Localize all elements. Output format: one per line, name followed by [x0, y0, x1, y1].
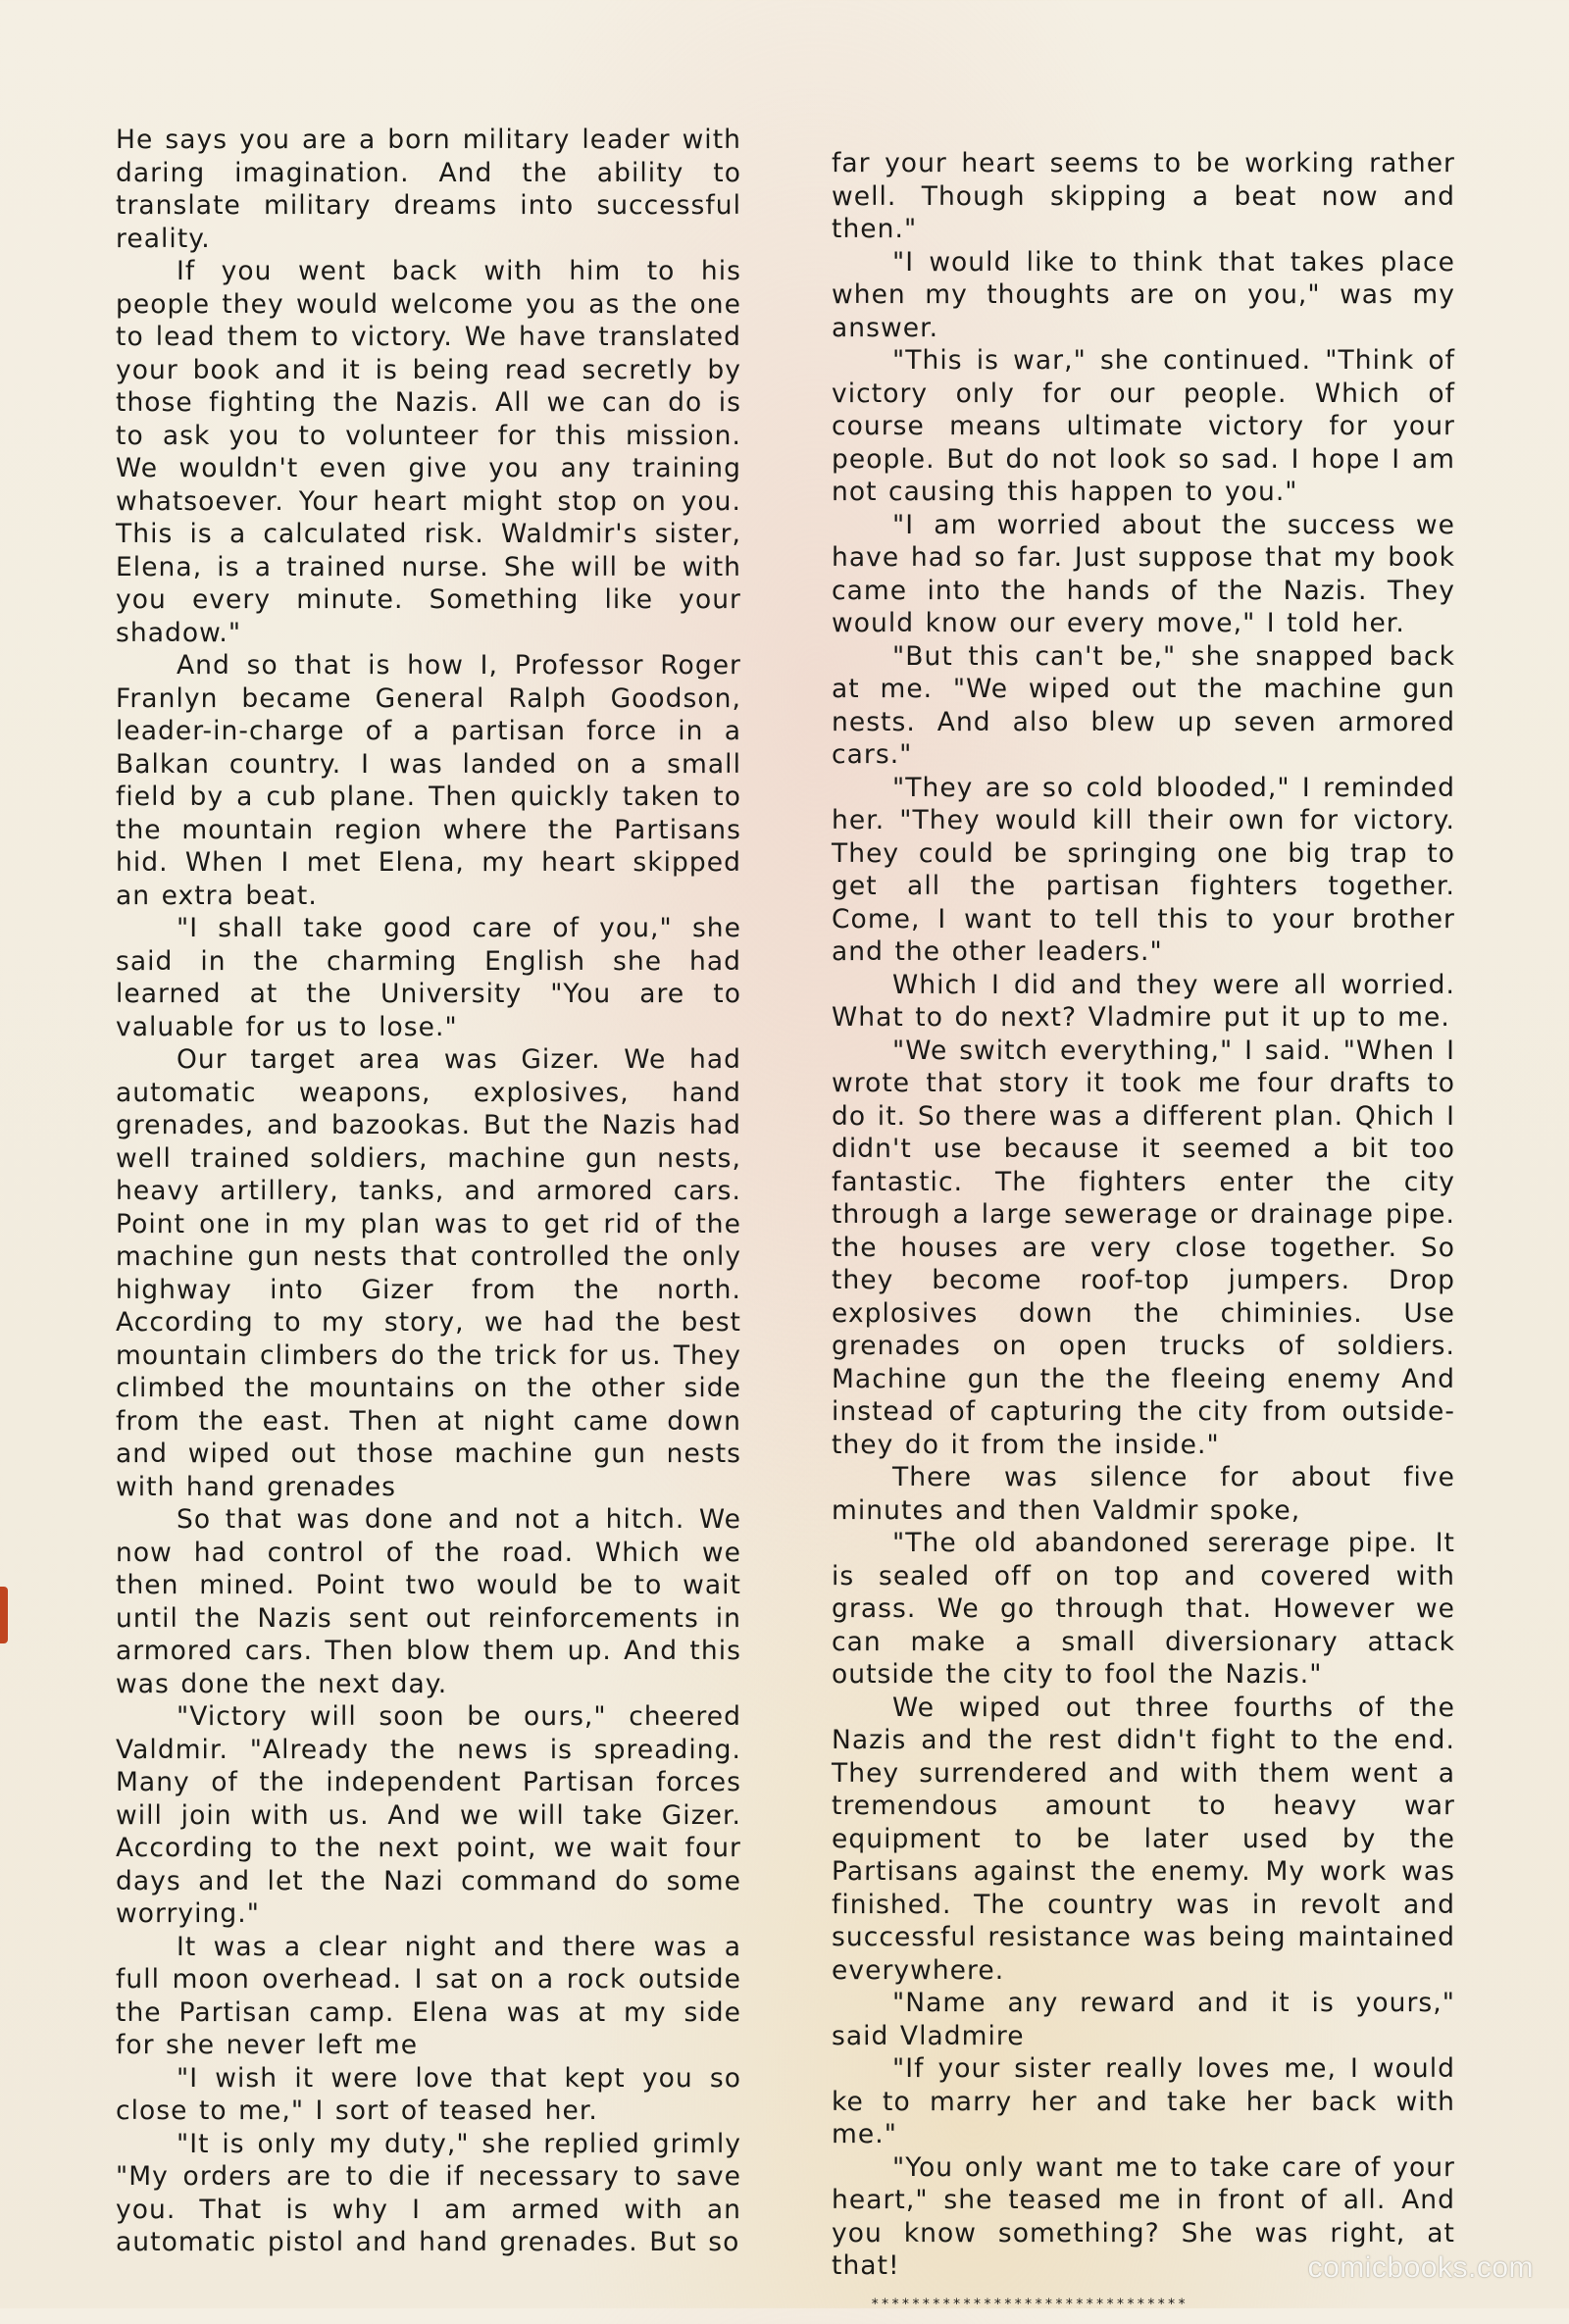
story-paragraph: So that was done and not a hitch. We now had control of the road. Which we then mined. Point two would be to wait until the Nazis sent out reinforcements in armored cars. Then blow them up. And this was done the next day.	[116, 1504, 741, 1699]
site-watermark: comicbooks.com	[1307, 2251, 1534, 2284]
story-paragraph: "I would like to think that takes place when my thoughts are on you," was my answer.	[832, 246, 1455, 343]
story-paragraph: far your heart seems to be working rather well. Though skipping a beat now and then."	[832, 148, 1455, 244]
page-edge-stain	[0, 1587, 8, 1643]
story-paragraph: "We switch everything," I said. "When I wrote that story it took me four drafts to do it. So there was a different plan. Qhich I didn't use because it seemed a bit too fantastic. The fighters enter the city through a large sewerage or drainage pipe. the houses are very close together. So they become roof-top jumpers. Drop explosives down the chiminies. Use grenades on open trucks of soldiers. Machine gun the the fleeing enemy And instead of capturing the city from outside-they do it from the inside."	[832, 1035, 1455, 1460]
end-of-story-rule: *******************************	[871, 2296, 1189, 2312]
story-paragraph: "If your sister really loves me, I would ke to marry her and take her back with me."	[832, 2053, 1455, 2149]
story-paragraph: There was silence for about five minutes and then Valdmir spoke,	[832, 1462, 1455, 1526]
story-paragraph: "Name any reward and it is yours," said Vladmire	[832, 1988, 1455, 2051]
story-paragraph: We wiped out three fourths of the Nazis and the rest didn't fight to the end. They surrendered and with them went a tremendous amount to heavy war equipment to be later used by the Partisans against the enemy. My work was finished. The country was in revolt and successful resistance was being maintained everywhere.	[832, 1692, 1455, 1986]
story-paragraph: And so that is how I, Professor Roger Franlyn became General Ralph Goodson, leader-in-charge of a partisan force in a Balkan country. I was landed on a small field by a cub plane. Then quickly taken to the mountain region where the Partisans hid. When I met Elena, my heart skipped an extra beat.	[116, 650, 741, 911]
story-paragraph: If you went back with him to his people they would welcome you as the one to lead them to victory. We have translated your book and it is being read secretly by those fighting the Nazis. All we can do is to ask you to volunteer for this mission. We wouldn't even give you any training whatsoever. Your heart might stop on you. This is a calculated risk. Waldmir's sister, Elena, is a trained nurse. She will be with you every minute. Something like your shadow."	[116, 256, 741, 648]
story-paragraph: "I shall take good care of you," she said in the charming English she had learned at the University "You are to valuable for us to lose."	[116, 913, 741, 1042]
story-paragraph: "They are so cold blooded," I reminded her. "They would kill their own for victory. They could be springing one big trap to get all the partisan fighters together. Come, I want to tell this to your brother and the other leaders."	[832, 772, 1455, 967]
left-text-column	[116, 124, 741, 2259]
story-paragraph: He says you are a born military leader with daring imagination. And the ability to translate military dreams into successful reality.	[116, 125, 741, 254]
story-paragraph: Which I did and they were all worried. What to do next? Vladmire put it up to me.	[832, 969, 1455, 1033]
story-paragraph: "It is only my duty," she replied grimly "My orders are to die if necessary to save you. That is why I am armed with an automatic pistol and hand grenades. But so	[116, 2128, 741, 2257]
story-paragraph: "This is war," she continued. "Think of victory only for our people. Which of course means ultimate victory for your people. But do not look so sad. I hope I am not causing this happen to you."	[832, 345, 1455, 507]
story-paragraph: "You only want me to take care of your heart," she teased me in front of all. And you know something? She was right, at that!	[832, 2151, 1455, 2281]
story-paragraph: "I wish it were love that kept you so close to me," I sort of teased her.	[116, 2062, 741, 2126]
story-paragraph: Our target area was Gizer. We had automatic weapons, explosives, hand grenades, and bazookas. But the Nazis had well trained soldiers, machine gun nests, heavy artillery, tanks, and armored cars. Point one in my plan was to get rid of the machine gun nests that controlled the only highway into Gizer from the north. According to my story, we had the best mountain climbers do the trick for us. They climbed the mountains on the other side from the east. Then at night came down and wiped out those machine gun nests with hand grenades	[116, 1044, 741, 1502]
story-paragraph: "The old abandoned sererage pipe. It is sealed off on top and covered with grass. We go through that. However we can make a small diversionary attack outside the city to fool the Nazis."	[832, 1528, 1455, 1690]
story-paragraph: "I am worried about the success we have had so far. Just suppose that my book came into the hands of the Nazis. They would know our every move," I told her.	[832, 509, 1455, 638]
story-paragraph: It was a clear night and there was a full moon overhead. I sat on a rock outside the Partisan camp. Elena was at my side for she never left me	[116, 1931, 741, 2060]
story-paragraph: "Victory will soon be ours," cheered Valdmir. "Already the news is spreading. Many of the independent Partisan forces will join with us. And we will take Gizer. According to the next point, we wait four days and let the Nazi command do some worrying."	[116, 1701, 741, 1929]
story-paragraph: "But this can't be," she snapped back at me. "We wiped out the machine gun nests. And also blew up seven armored cars."	[832, 640, 1455, 770]
right-text-column	[832, 147, 1455, 2324]
